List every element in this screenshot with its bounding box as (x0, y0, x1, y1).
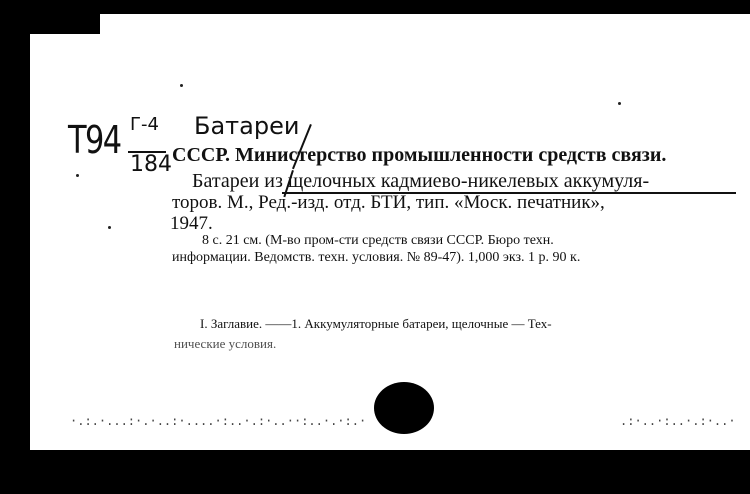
series-note-line: информации. Ведомств. техн. условия. № 89-47). 1,000 экз. 1 р. 90 к. (172, 250, 581, 265)
scan-speck (76, 174, 79, 177)
handwritten-heading: Батареи (194, 112, 300, 140)
corporate-author: СССР. Министерство промышленности средств связи. (172, 144, 667, 166)
imprint-line: торов. М., Ред.-изд. отд. БТИ, тип. «Моск. печатник», (172, 192, 605, 213)
call-number-bottom: 184 (130, 152, 172, 177)
collation-line: 8 с. 21 см. (М-во пром-сти средств связи СССР. Бюро техн. (202, 233, 554, 248)
scan-speck (618, 102, 621, 105)
tracings-line-continued: нические условия. (174, 336, 277, 351)
call-number-main: Т94 (68, 118, 121, 162)
call-number-top: Г-4 (130, 114, 159, 135)
card-scan-edge (30, 14, 100, 34)
scan-speck (180, 84, 183, 87)
scan-noise: .:·..·:..·.:·..· (620, 414, 736, 428)
tracings-line: I. Заглавие. ——1. Аккумуляторные батареи, щелочные — Тех- (200, 316, 552, 331)
imprint-year: 1947. (170, 213, 213, 234)
scan-speck (108, 226, 111, 229)
scan-border (0, 452, 750, 494)
punch-hole (374, 382, 434, 434)
title-line: Батареи из щелочных кадмиево-никелевых аккумуля- (192, 170, 650, 192)
scan-noise: ·.:.·...:·.·..:·....·:..·.:·..··:..·.·:.· (70, 414, 367, 428)
catalog-card (30, 14, 750, 450)
